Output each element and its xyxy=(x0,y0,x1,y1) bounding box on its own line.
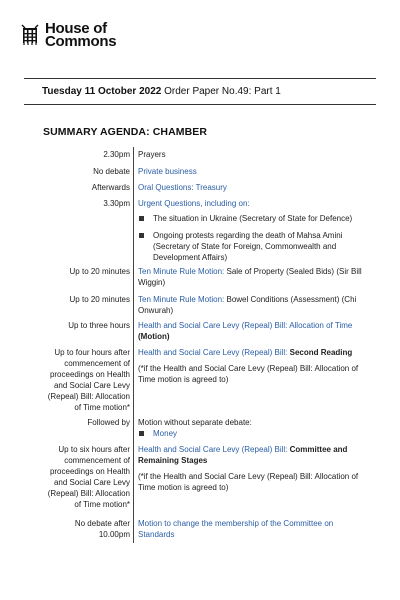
bullet-item xyxy=(138,428,362,439)
agenda-item xyxy=(138,444,362,493)
agenda-divider xyxy=(133,147,134,543)
order-paper-number: Order Paper No.49: Part 1 xyxy=(161,86,281,97)
agenda-time: No debate xyxy=(93,167,130,176)
agenda-item xyxy=(138,294,362,316)
agenda-item: Prayers xyxy=(138,150,166,159)
order-paper-heading xyxy=(42,86,281,97)
motion-title: Bowel Conditions (Assessment) (Chi Onwurah) xyxy=(138,295,357,315)
motion-without-debate: Motion without separate debate: xyxy=(138,418,252,427)
agenda-time: Up to six hours after commencement of proceedings on Health and Social Care Levy (Repeal) Bill: Allocation of Time motion* xyxy=(47,445,130,509)
urgent-questions-link[interactable]: Urgent Questions, including on: xyxy=(138,199,250,208)
brand-line-2: Commons xyxy=(45,33,117,50)
bullet-text: The situation in Ukraine (Secretary of State for Defence) xyxy=(153,214,353,223)
agenda-item xyxy=(138,417,362,439)
agenda-time: No debate after 10.00pm xyxy=(74,519,130,539)
levy-bill-link[interactable]: Health and Social Care Levy (Repeal) Bill: xyxy=(138,445,288,454)
private-business-link[interactable]: Private business xyxy=(138,167,197,176)
agenda-time: Up to three hours xyxy=(68,321,130,330)
order-paper-date: Tuesday 11 October 2022 xyxy=(42,86,162,97)
portcullis-icon xyxy=(20,23,40,45)
agenda-item xyxy=(138,198,362,263)
bullet-item xyxy=(138,230,362,263)
top-rule xyxy=(24,78,376,79)
brand-wordmark xyxy=(45,22,116,48)
conditional-note: (*if the Health and Social Care Levy (Repeal) Bill: Allocation of Time motion is agreed to) xyxy=(138,364,359,384)
square-bullet-icon xyxy=(139,431,144,436)
agenda-time: Up to 20 minutes xyxy=(69,267,130,276)
conditional-note: (*if the Health and Social Care Levy (Repeal) Bill: Allocation of Time motion is agreed to) xyxy=(138,472,359,492)
bullet-item xyxy=(138,213,362,224)
square-bullet-icon xyxy=(139,216,144,221)
ten-minute-rule-link[interactable]: Ten Minute Rule Motion: xyxy=(138,267,225,276)
allocation-of-time-link[interactable]: Health and Social Care Levy (Repeal) Bill: Allocation of Time xyxy=(138,321,353,330)
agenda-time: Up to 20 minutes xyxy=(69,295,130,304)
agenda-time: 2.30pm xyxy=(103,150,130,159)
brand-line-1: House of xyxy=(45,20,107,37)
agenda-time: Afterwards xyxy=(91,183,130,192)
bottom-rule xyxy=(24,104,376,105)
stage-label: Committee and Remaining Stages xyxy=(138,445,348,465)
agenda-item xyxy=(138,347,362,385)
motion-title: Sale of Property (Sealed Bids) (Sir Bill Wiggin) xyxy=(138,267,362,287)
agenda-item xyxy=(138,266,362,288)
parliament-logo xyxy=(20,22,116,48)
square-bullet-icon xyxy=(139,233,144,238)
committee-standards-link[interactable]: Motion to change the membership of the Committee on Standards xyxy=(138,519,334,539)
ten-minute-rule-link[interactable]: Ten Minute Rule Motion: xyxy=(138,295,225,304)
agenda-time: Up to four hours after commencement of proceedings on Health and Social Care Levy (Repeal) Bill: Allocation of Time motion* xyxy=(47,348,130,412)
agenda-time: Followed by xyxy=(87,418,130,427)
agenda-item xyxy=(138,320,362,342)
agenda-time: 3.30pm xyxy=(103,199,130,208)
section-title: SUMMARY AGENDA: CHAMBER xyxy=(43,126,208,138)
money-link[interactable]: Money xyxy=(153,429,178,438)
stage-label: Second Reading xyxy=(287,348,353,357)
oral-questions-link[interactable]: Oral Questions: Treasury xyxy=(138,183,227,192)
levy-bill-link[interactable]: Health and Social Care Levy (Repeal) Bill: xyxy=(138,348,288,357)
bullet-text: Ongoing protests regarding the death of Mahsa Amini (Secretary of State for Foreign, Commonwealth and Development Affairs) xyxy=(153,231,343,262)
motion-label: (Motion) xyxy=(138,332,170,341)
